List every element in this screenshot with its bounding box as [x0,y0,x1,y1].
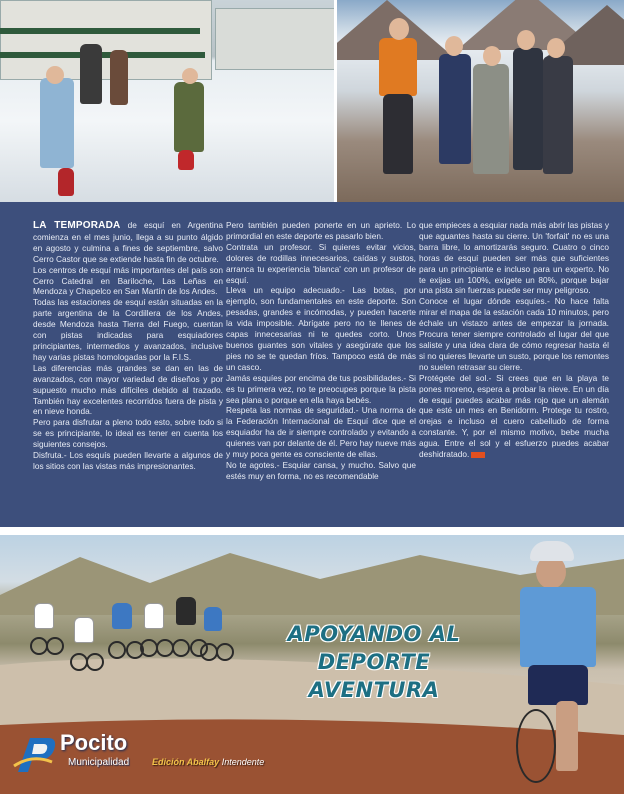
child-skier [174,82,204,152]
paragraph: Contrata un profesor. Si quieres evitar vicios, dolores de rodillas innecesarios, caídas y sustos, arranca tu experiencia 'blanca' con un profesor de esquí. [226,241,416,285]
skier-head [389,18,409,40]
paragraph: Respeta las normas de seguridad.- Una norma de la Federación Internacional de Esquí dice que el esquiador ha de ir siempre controlado y evitando a quienes van por delante de él. Pero hay nueve más y muy poca gente es consciente de ellas. [226,405,416,460]
building-balcony [0,28,200,34]
paragraph-text: Protégete del sol.- Si crees que en la playa te pones moreno, espera a probar la nieve. En un día de esquí puedes acabar más rojo que un alemán que esté un mes en Benidorm. Protege tu rostro, orejas e incluso el cuero cabelludo de forma constante. Y, por el mismo motivo, bebe mucha agua. Entre el sol y el esfuerzo puedes acabar deshidratado. [419,372,609,460]
article-column-3 [419,220,609,460]
cyclist-jersey [112,603,132,629]
cyclist-jersey [204,607,222,631]
ad-banner-mountain-bike [0,535,624,794]
photo-skiers-group [337,0,624,202]
article-column-1 [33,220,223,472]
cyclist-jersey [176,597,196,625]
skier-head [547,38,565,58]
paragraph: Las diferencias más grandes se dan en las de avanzados, con mayor variedad de diseños y por supuesto mucho más difíciles debido al trazado. También hay excelentes recorridos fuera de pista y en nieve honda. [33,362,223,417]
resort-building [0,0,212,80]
bike-wheel [108,641,126,659]
skier-grey-jacket [473,64,509,174]
photo-children-skiing [0,0,334,202]
pocito-logo-icon [12,732,58,774]
skier-head [517,30,535,50]
ski-boots [58,168,74,196]
paragraph: Pero también pueden ponerte en un aprieto. Lo primordial en este deporte es pasarlo bien. [226,220,416,241]
end-of-article-mark [471,452,485,458]
skier-head [483,46,501,66]
skier [543,56,573,174]
bike-wheel [516,709,556,783]
banner-headline-line-2: DEPORTE AVENTURA [308,650,440,702]
paragraph: que empieces a esquiar nada más abrir las pistas y que aguantes hasta su cierre. Un 'forfait' no es una barra libre, lo amortizarás seguro. Cuatro o cinco horas de esquí pueden ser más que suficientes para un principiante e incluso para un experto. No te exijas un 100%, exígete un 80%, porque bajar una pista sin fuerzas puede ser muy peligroso. [419,220,609,296]
helmet [530,541,574,561]
paragraph [419,373,609,460]
credit-line [152,757,264,767]
building-balcony [0,52,205,58]
cyclist-jersey [520,587,596,667]
paragraph: No te agotes.- Esquiar cansa, y mucho. Salvo que estés muy en forma, no es recomendable [226,459,416,481]
child-head [46,66,64,84]
paragraph: Lleva un equipo adecuado.- Las botas, por ejemplo, son fundamentales en este deporte. Son pesadas, grandes e incómodas, y pueden hacerte la vida imposible. Abrígate pero no te llenes de capas innecesarias ni te quedes corto. Unos buenos guantes son vitales y asegúrate que los pies no se te quedan fríos. Tampoco está de más un casco. [226,285,416,372]
paragraph-intro: de esquí en Argentina comienza en el mes junio, llega a su punto álgido en agosto y culmina a fines de septiembre, salvo Cerro Castor que se extiende hasta fin de octubre. [33,220,223,264]
bike-wheel [216,643,234,661]
cyclist-shorts [528,665,588,705]
divider [0,527,624,535]
adult-figure [110,50,128,105]
cyclist-jersey [144,603,164,629]
banner-headline-line-1: APOYANDO AL [287,622,461,646]
bike-wheel [172,639,190,657]
logo-name: Pocito [60,730,128,755]
skier-head [445,36,463,56]
bike-wheel [46,637,64,655]
child-skier [40,78,74,168]
cyclist-foreground [506,541,616,791]
paragraph: Los centros de esquí más importantes del país son Cerro Catedral en Bariloche, Las Leñas en Mendoza y Chapelco en San Martín de los Andes. [33,264,223,297]
credit-name: Edición Abalfay [152,757,220,767]
credit-role: Intendente [221,757,265,767]
child-head [182,68,198,84]
ski-boots [178,150,194,170]
banner-headline [258,620,490,704]
skier [513,48,543,170]
municipality-logo [10,730,150,780]
skier [439,54,471,164]
resort-building [215,8,334,70]
cyclist-leg [556,701,578,771]
paragraph: Todas las estaciones de esquí están situadas en la parte argentina de la Cordillera de los Andes, desde Mendoza hasta Tierra del Fuego, cuentan con pistas indicadas para esquiadores principiantes, intermedios y avanzados, inclusive hay varias pistas homologadas por la F.I.S. [33,297,223,362]
paragraph: Disfruta.- Los esquís pueden llevarte a algunos de los sitios con las vistas más impresionantes. [33,450,223,471]
paragraph: Conoce el lugar dónde esquíes.- No hace falta mirar el mapa de la estación cada 10 minutos, pero échale un vistazo antes de empezar la jornada. Procura tener siempre controlado el lugar del que saliste y una idea clara de cómo regresar hasta él si no quieres llevarte un susto, porque los remontes no suelen retrasar su cierre. [419,296,610,372]
adult-figure [80,44,102,104]
article-panel [0,202,624,527]
paragraph: Jamás esquíes por encima de tus posibilidades.- Si es tu primera vez, no te preocupes porque la pista sea plana o porque en ella haya bebés. [226,372,416,405]
cyclist-jersey [34,603,54,629]
logo-subtitle: Municipalidad [68,757,130,768]
paragraph: Pero para disfrutar a pleno todo esto, sobre todo si se es principiante, lo ideal es tener en cuenta los siguientes consejos. [33,417,223,450]
skier-pants [383,94,413,174]
skier-orange-jacket [379,38,417,96]
paragraph [33,220,223,265]
article-lead: LA TEMPORADA [33,220,121,231]
bike-wheel [86,653,104,671]
cyclist-jersey [74,617,94,643]
article-column-2 [226,220,416,482]
